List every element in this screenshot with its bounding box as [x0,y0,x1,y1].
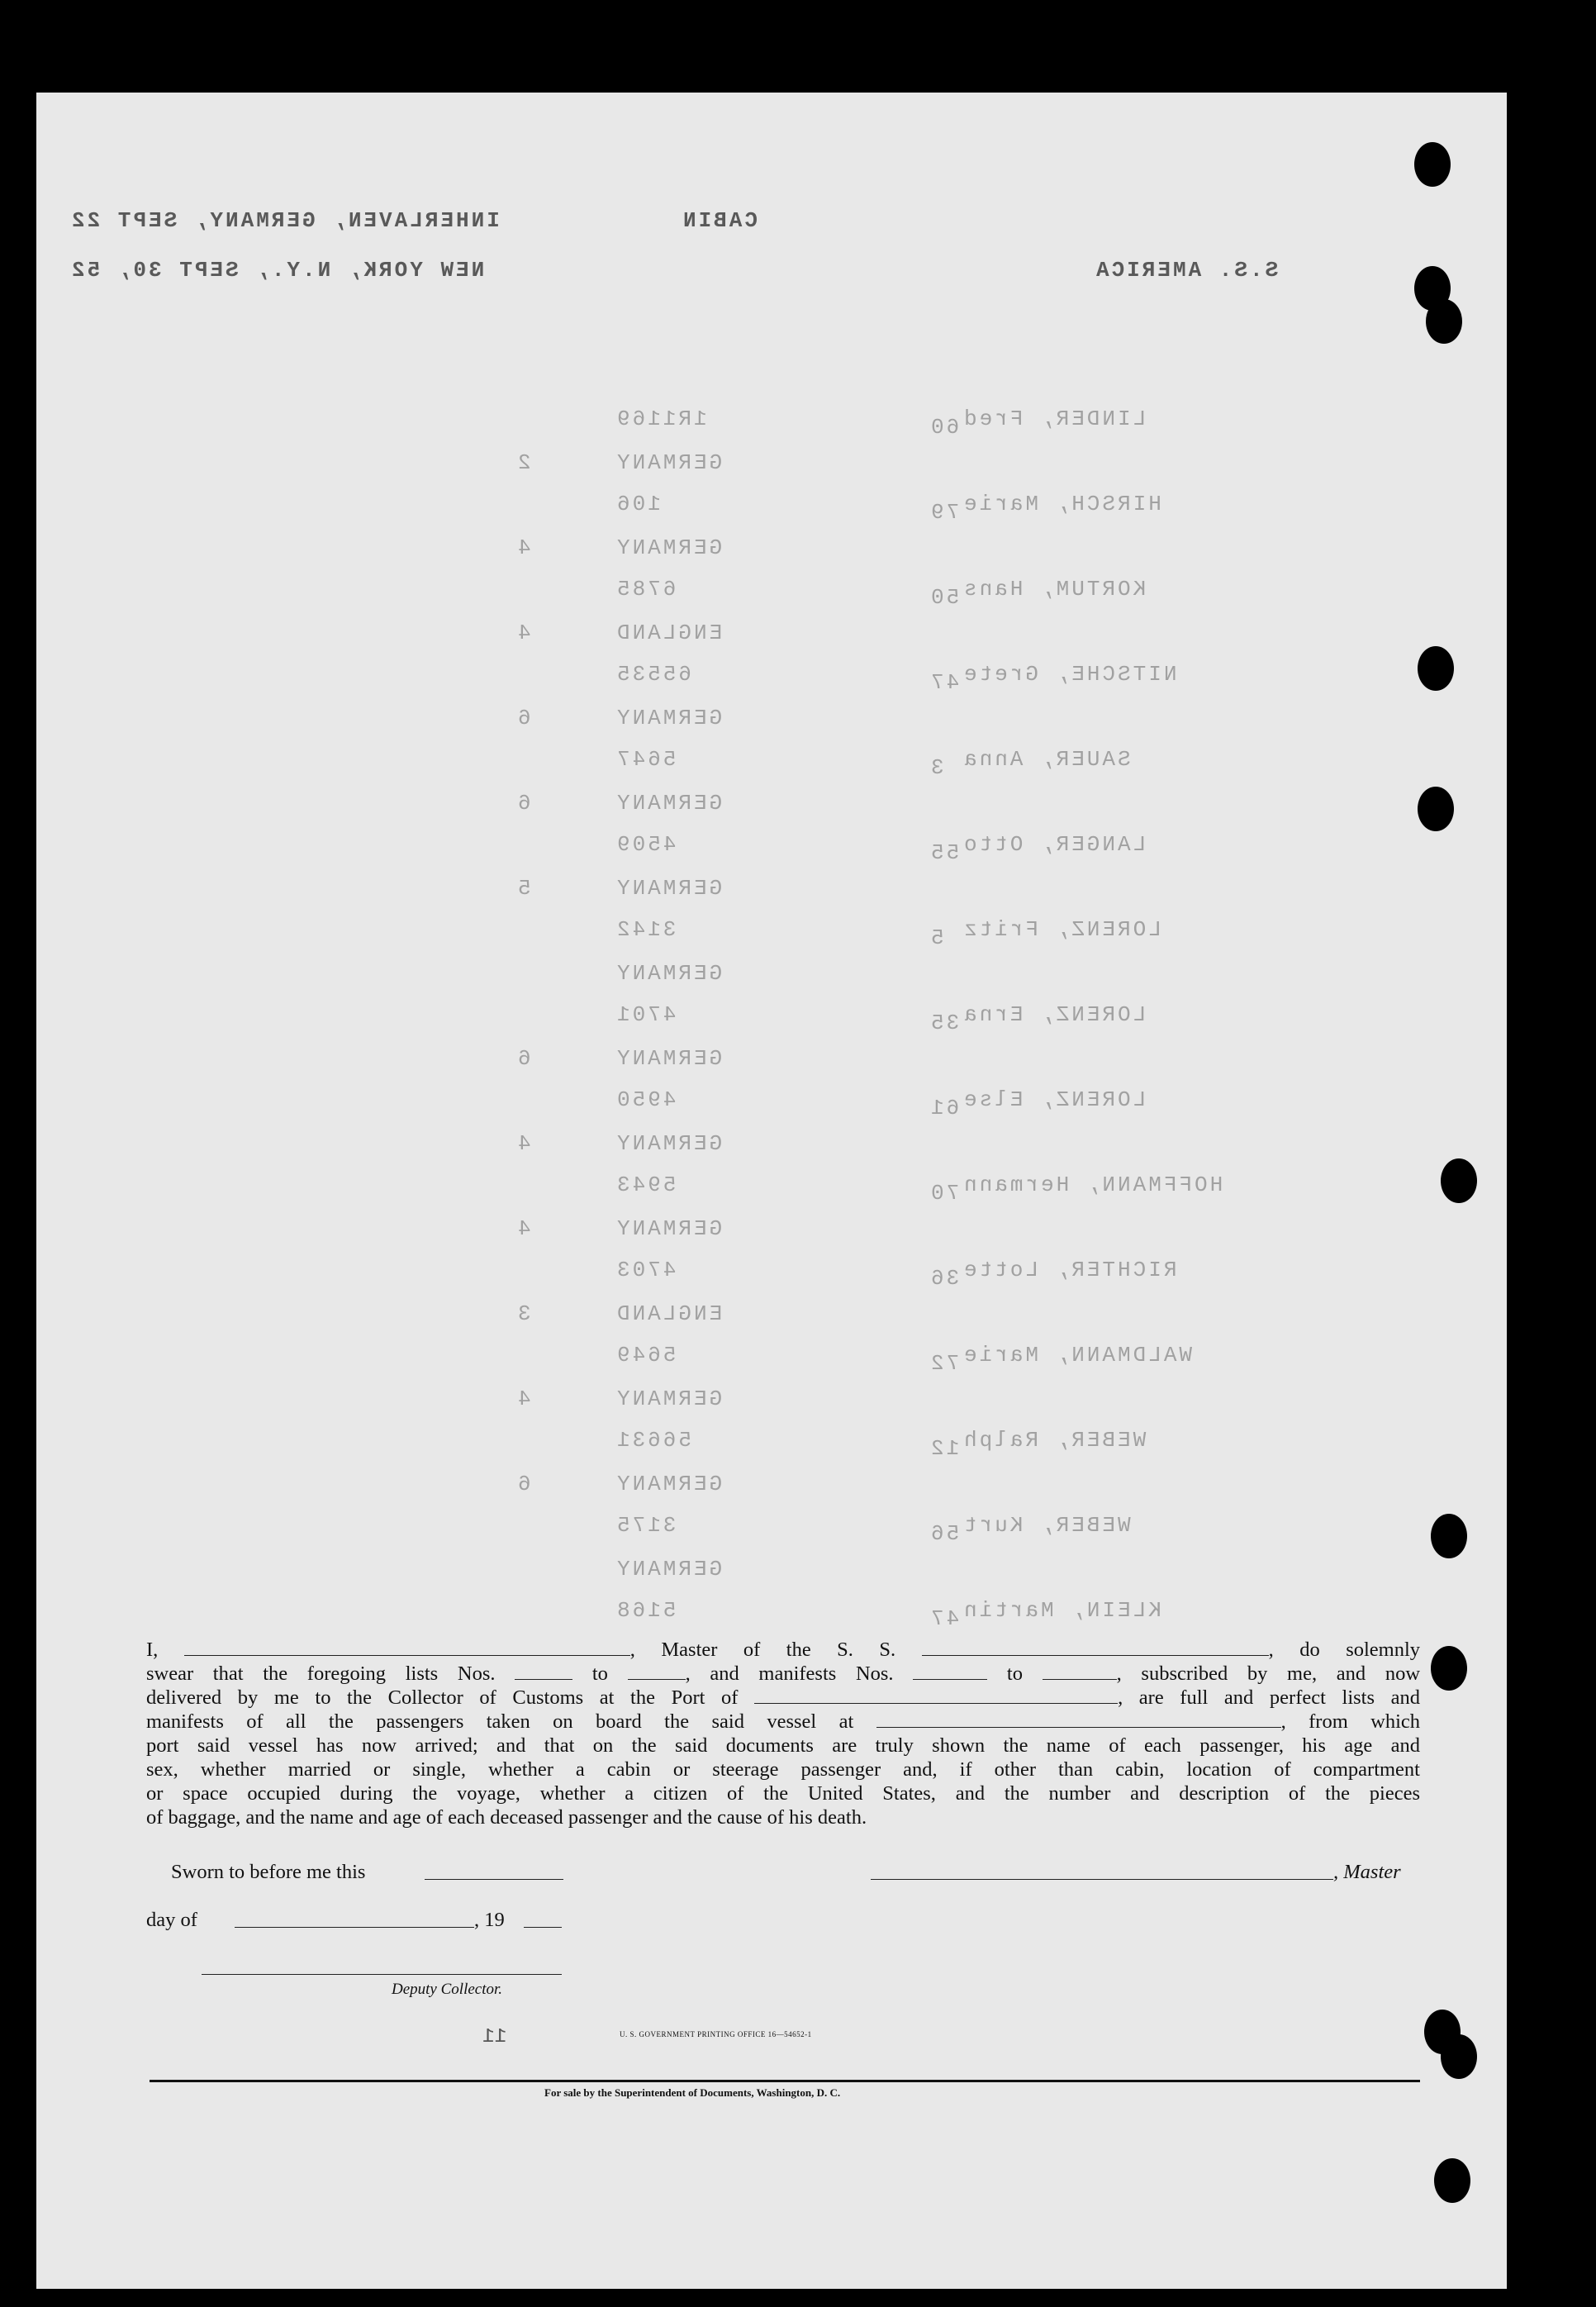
punch-hole [1431,1514,1467,1558]
bleed-country: GERMANY [615,450,723,475]
oath-line-4 [146,1710,1420,1734]
bleed-name: RICHTER, Lotte [962,1258,1177,1282]
master-label: , Master [1333,1861,1401,1883]
bleed-country: GERMANY [615,1216,723,1241]
month-field[interactable] [235,1925,474,1928]
punch-hole [1418,646,1454,691]
oath-text: to [591,1662,608,1685]
bleed-age: 60 [929,415,960,440]
bleed-name: LORENZ, Else [962,1087,1147,1112]
bleed-age: 3 [929,755,944,780]
master-oath [146,1638,1420,1829]
bleed-country: ENGLAND [615,621,723,645]
bleed-code: 5 [515,876,531,901]
bleed-age: 56 [929,1521,960,1546]
oath-line-5: port said vessel has now arrived; and that on the said documents are truly shown the name of each passenger, his age and [146,1734,1420,1757]
bleed-country: ENGLAND [615,1301,723,1326]
header-bleed-left-top: INHERLAVEN, GERMANY, SEPT 22 [69,208,500,233]
sworn-date-field[interactable] [425,1877,563,1880]
bleed-code: 2 [515,450,531,475]
bleed-name: WEBER, Ralph [962,1428,1147,1453]
footer-rule [150,2080,1420,2082]
oath-text: manifests of all the passengers taken on board the said vessel at [146,1710,854,1733]
oath-text: delivered by me to the Collector of Customs at the Port of [146,1686,739,1709]
oath-line-6: sex, whether married or single, whether a cabin or steerage passenger and, if other than cabin, location of compartment [146,1758,1420,1781]
bleed-num: 1R1169 [615,407,707,431]
bleed-name: LINDER, Fred [962,407,1147,431]
oath-text: to [1006,1662,1023,1685]
bleed-num: 65535 [615,662,692,687]
bleed-country: GERMANY [615,1472,723,1496]
bleed-name: WEBER, Kurt [962,1513,1131,1538]
document-page [36,93,1507,2289]
bleed-age: 12 [929,1436,960,1461]
bleed-country: GERMANY [615,876,723,901]
oath-text: , Master of the S. S. [629,1639,896,1661]
master-signature-field[interactable] [871,1877,1333,1880]
bleed-code: 4 [515,1131,531,1156]
footer-note: For sale by the Superintendent of Documents, Washington, D. C. [544,2086,841,2099]
bleed-age: 70 [929,1181,960,1206]
port-field[interactable] [754,1688,1118,1704]
bleed-age: 72 [929,1351,960,1376]
bleed-name: HOFFMANN, Hermann [962,1173,1223,1197]
bleed-age: 36 [929,1266,960,1291]
lists-to-field[interactable] [628,1664,686,1680]
bleed-code: 4 [515,1387,531,1411]
header-bleed-cabin: CABIN [681,208,758,233]
master-name-field[interactable] [184,1640,630,1656]
deputy-label: Deputy Collector. [392,1981,503,1998]
oath-text: , subscribed by me, and now [1116,1662,1421,1685]
bleed-age: 5 [929,925,944,950]
punch-hole [1418,787,1454,831]
oath-line-7: or space occupied during the voyage, whether a citizen of the United States, and the number and description of the pieces [146,1782,1420,1805]
bleed-num: 3142 [615,917,677,942]
departure-port-field[interactable] [876,1712,1281,1728]
bleed-name: LANGER, Otto [962,832,1147,857]
manifests-from-field[interactable] [913,1664,987,1680]
oath-line-8: of baggage, and the name and age of each deceased passenger and the cause of his death. [146,1806,867,1829]
bleed-num: 4509 [615,832,677,857]
bleed-num: 56631 [615,1428,692,1453]
bleed-name: LORENZ, Erna [962,1002,1147,1027]
oath-text: swear that the foregoing lists Nos. [146,1662,496,1685]
bleed-num: 5168 [615,1598,677,1623]
year-field[interactable] [524,1925,562,1928]
oath-line-3 [146,1686,1420,1710]
bleed-country: GERMANY [615,1387,723,1411]
punch-hole [1441,2034,1477,2079]
page-number: 11 [482,2026,507,2048]
punch-hole [1441,1158,1477,1203]
bleed-num: 4701 [615,1002,677,1027]
punch-hole [1426,299,1462,344]
bleed-name: HIRSCH, Marie [962,492,1161,516]
bleed-name: KORTUM, Hans [962,577,1147,602]
bleed-code: 6 [515,791,531,816]
sworn-label: Sworn to before me this [171,1861,366,1883]
bleed-country: GERMANY [615,1046,723,1071]
lists-from-field[interactable] [515,1664,572,1680]
oath-line-1 [146,1638,1420,1662]
bleed-code: 4 [515,621,531,645]
punch-hole [1431,1646,1467,1691]
bleed-name: KLEIN, Martin [962,1598,1161,1623]
bleed-code: 4 [515,535,531,560]
bleed-num: 6785 [615,577,677,602]
bleed-age: 61 [929,1096,960,1120]
bleed-code: 6 [515,706,531,730]
bleed-country: GERMANY [615,1131,723,1156]
bleed-country: GERMANY [615,535,723,560]
punch-hole [1414,142,1451,187]
bleed-num: 5943 [615,1173,677,1197]
bleed-age: 79 [929,500,960,525]
bleed-code: 3 [515,1301,531,1326]
bleed-country: GERMANY [615,706,723,730]
bleed-num: 4950 [615,1087,677,1112]
oath-text: I, [146,1639,159,1661]
oath-text: , from which [1280,1710,1421,1733]
year-label: , 19 [474,1909,505,1931]
bleed-country: GERMANY [615,961,723,986]
bleed-age: 47 [929,1606,960,1631]
manifests-to-field[interactable] [1043,1664,1117,1680]
bleed-name: NITSCHE, Grete [962,662,1177,687]
punch-hole [1434,2158,1470,2203]
bleed-country: GERMANY [615,1557,723,1582]
bleed-age: 55 [929,840,960,865]
bleed-name: WALDMANN, Marie [962,1343,1193,1368]
oath-text: , do solemnly [1268,1639,1421,1661]
printing-office: U. S. GOVERNMENT PRINTING OFFICE 16—54652-1 [620,2030,812,2038]
bleed-code: 6 [515,1046,531,1071]
header-bleed-ship: S.S. AMERICA [1094,258,1279,283]
ship-name-field[interactable] [922,1640,1269,1656]
oath-text: , and manifests Nos. [685,1662,894,1685]
bleed-age: 47 [929,670,960,695]
deputy-signature-field[interactable] [202,1972,562,1975]
bleed-num: 106 [615,492,661,516]
bleed-code: 6 [515,1472,531,1496]
bleed-country: GERMANY [615,791,723,816]
header-bleed-left-bottom: NEW YORK, N.Y., SEPT 30, 52 [69,258,485,283]
bleed-num: 3175 [615,1513,677,1538]
oath-line-2 [146,1662,1420,1686]
bleed-age: 35 [929,1011,960,1035]
bleed-num: 5649 [615,1343,677,1368]
day-of-label: day of [146,1909,197,1931]
bleed-name: LORENZ, Fritz [962,917,1161,942]
bleed-name: SAUER, Anna [962,747,1131,772]
bleed-num: 5647 [615,747,677,772]
bleed-code: 4 [515,1216,531,1241]
bleed-age: 50 [929,585,960,610]
bleed-num: 4703 [615,1258,677,1282]
oath-text: , are full and perfect lists and [1118,1686,1420,1709]
